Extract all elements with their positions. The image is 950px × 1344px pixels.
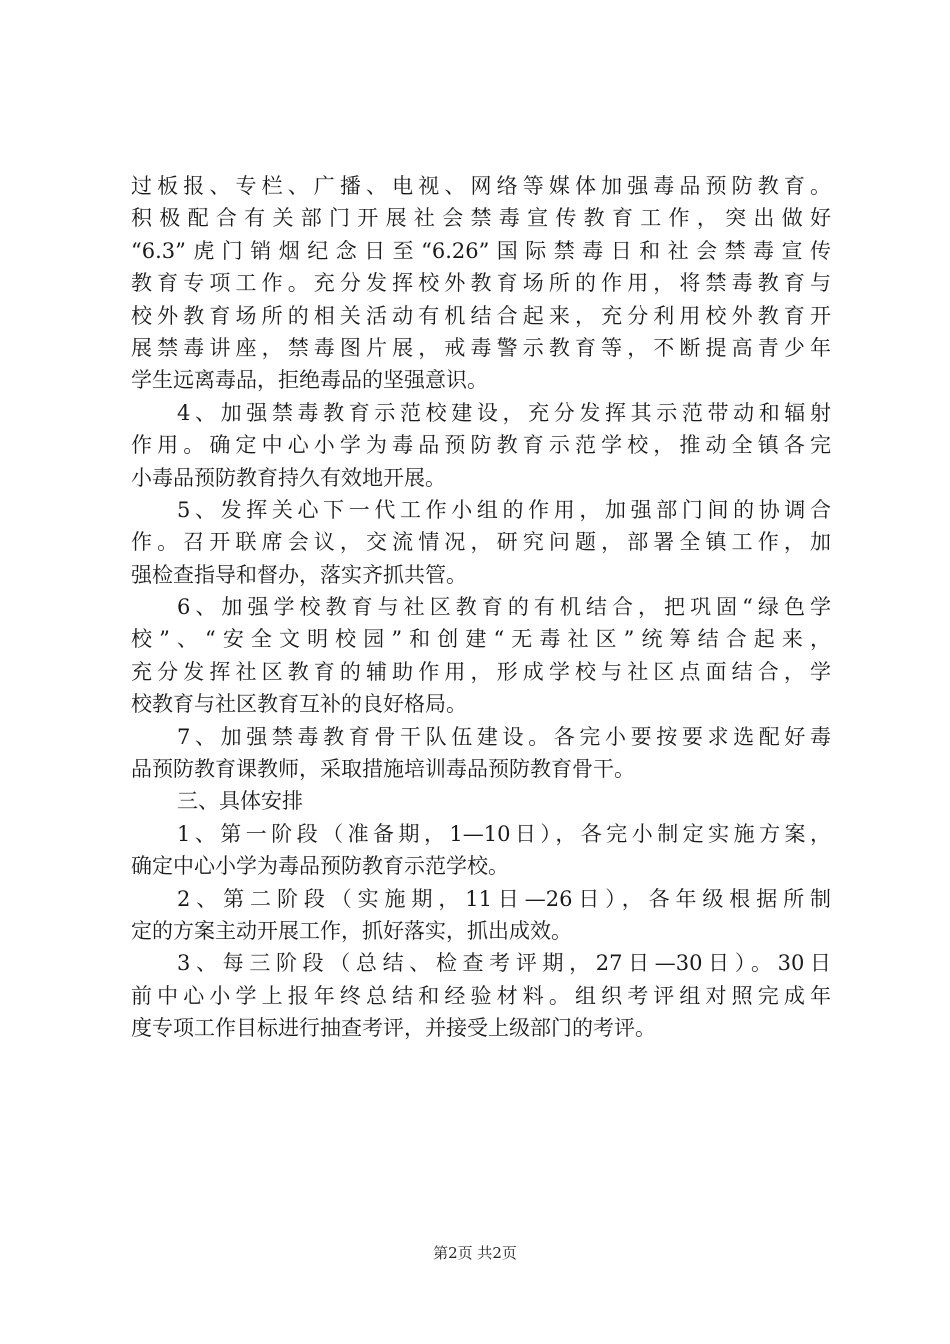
text-line: 品预防教育课教师，采取措施培训毒品预防教育骨干。 <box>131 757 635 782</box>
paragraph <box>131 494 831 591</box>
text-line: 定的方案主动开展工作，抓好落实，抓出成效。 <box>131 918 572 943</box>
text-line: 2、第二阶段（实施期，11日—26日），各年级根据所制 <box>177 886 831 911</box>
text-line: “6.3”虎门销烟纪念日至“6.26”国际禁毒日和社会禁毒宣传 <box>131 238 831 263</box>
paragraph <box>131 591 831 721</box>
paragraph <box>131 721 831 786</box>
document-body <box>131 170 831 1045</box>
paragraph <box>131 818 831 883</box>
text-line: 作用。确定中心小学为毒品预防教育示范学校，推动全镇各完 <box>131 433 831 458</box>
text-line: 前中心小学上报年终总结和经验材料。组织考评组对照完成年 <box>131 983 831 1008</box>
text-line: 小毒品预防教育持久有效地开展。 <box>131 465 446 490</box>
text-line: 6、加强学校教育与社区教育的有机结合，把巩固“绿色学 <box>177 595 831 620</box>
text-line: 校教育与社区教育互补的良好格局。 <box>131 692 467 717</box>
text-line: 度专项工作目标进行抽查考评，并接受上级部门的考评。 <box>131 1016 656 1041</box>
text-line: 积极配合有关部门开展社会禁毒宣传教育工作，突出做好 <box>131 206 831 231</box>
text-line: 1、第一阶段（准备期，1—10日），各完小制定实施方案， <box>177 821 831 846</box>
text-line: 5、发挥关心下一代工作小组的作用，加强部门间的协调合 <box>177 497 831 522</box>
text-line: 过板报、专栏、广播、电视、网络等媒体加强毒品预防教育。 <box>131 174 831 198</box>
text-line: 三、具体安排 <box>177 789 303 814</box>
text-line: 教育专项工作。充分发挥校外教育场所的作用，将禁毒教育与 <box>131 271 831 296</box>
text-line: 7、加强禁毒教育骨干队伍建设。各完小要按要求选配好毒 <box>177 724 831 749</box>
text-line: 校外教育场所的相关活动有机结合起来，充分利用校外教育开 <box>131 303 831 328</box>
paragraph <box>131 397 831 494</box>
text-line: 4、加强禁毒教育示范校建设，充分发挥其示范带动和辐射 <box>177 400 831 425</box>
text-line: 3、每三阶段（总结、检查考评期，27日—30日）。30日 <box>177 951 831 976</box>
paragraph <box>131 947 831 1044</box>
paragraph <box>131 883 831 948</box>
text-line: 学生远离毒品，拒绝毒品的坚强意识。 <box>131 368 488 393</box>
text-line: 强检查指导和督办，落实齐抓共管。 <box>131 562 467 587</box>
paragraph <box>131 170 831 397</box>
page-footer: 第2页 共2页 <box>433 1244 517 1262</box>
text-line: 确定中心小学为毒品预防教育示范学校。 <box>131 854 509 879</box>
text-line: 作。召开联席会议，交流情况，研究问题，部署全镇工作，加 <box>131 530 831 555</box>
text-line: 校”、“安全文明校园”和创建“无毒社区”统筹结合起来， <box>131 627 831 652</box>
text-line: 充分发挥社区教育的辅助作用，形成学校与社区点面结合，学 <box>131 659 831 684</box>
text-line: 展禁毒讲座，禁毒图片展，戒毒警示教育等，不断提高青少年 <box>131 335 831 360</box>
paragraph <box>131 785 831 817</box>
